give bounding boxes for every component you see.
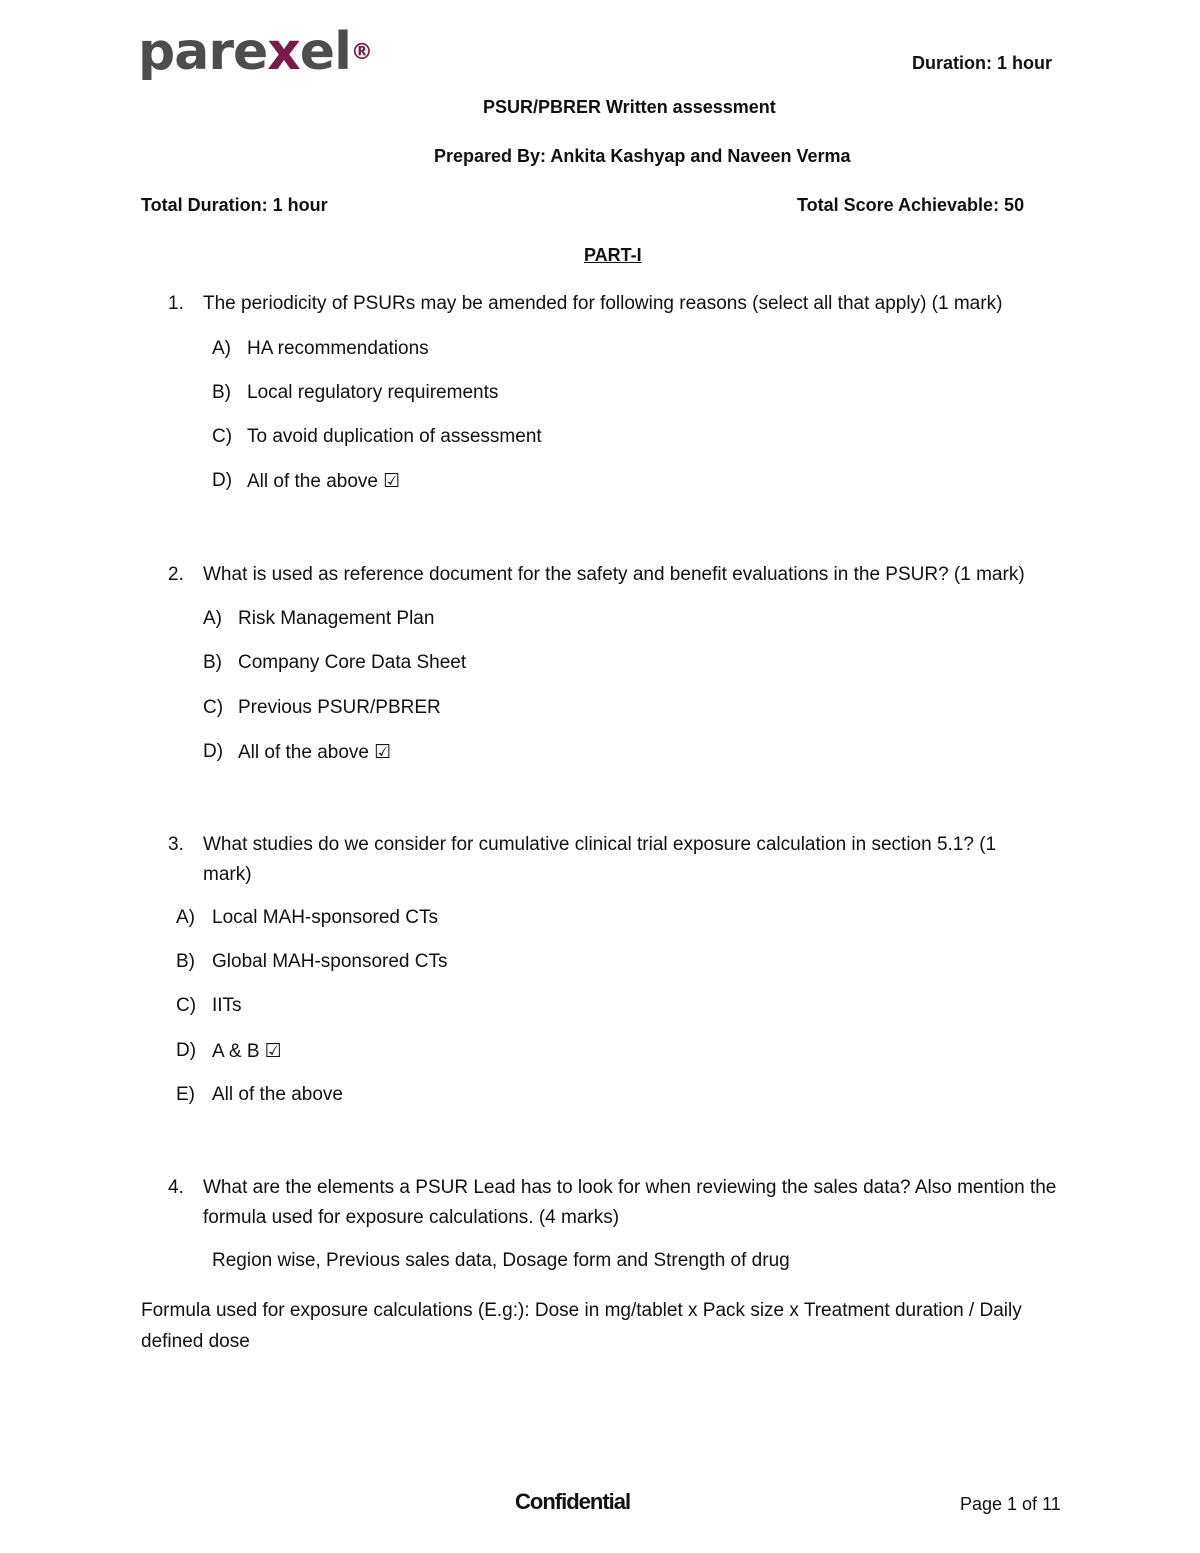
q3-option-label: B) [176,951,195,972]
question-1-text: The periodicity of PSURs may be amended for following reasons (select all that apply) (1 mark) [203,293,1003,314]
q3-option-text: Local MAH-sponsored CTs [212,907,438,928]
q3-option-text: A & B ☑ [212,1041,282,1062]
q2-option-text: Risk Management Plan [238,608,435,629]
q1-option-label: D) [212,470,233,491]
document-title: PSUR/PBRER Written assessment [483,97,776,117]
q3-option-label: E) [176,1084,195,1105]
q1-option-text: To avoid duplication of assessment [247,426,542,447]
q3-option-text: All of the above [212,1084,343,1105]
question-4-number: 4. [168,1177,184,1198]
q1-option-text: HA recommendations [247,338,429,359]
q2-option-label: A) [203,608,222,629]
question-2-text: What is used as reference document for the safety and benefit evaluations in the PSUR? (1 mark) [203,564,1025,585]
q2-option-label: B) [203,652,222,673]
q3-option-text: Global MAH-sponsored CTs [212,951,448,972]
header-duration: Duration: 1 hour [912,53,1052,73]
q1-option-label: C) [212,426,233,447]
q2-option-text: Company Core Data Sheet [238,652,467,673]
question-3-number: 3. [168,834,184,855]
q1-option-text: Local regulatory requirements [247,382,499,403]
q1-option-text: All of the above ☑ [247,471,401,492]
question-3-text: What studies do we consider for cumulative clinical trial exposure calculation in section 5.1? (1 [203,834,997,855]
question-2-number: 2. [168,564,184,585]
question-1-number: 1. [168,293,184,314]
q2-option-label: C) [203,697,224,718]
q1-option-label: B) [212,382,231,403]
q2-option-text: Previous PSUR/PBRER [238,697,441,718]
confidential-label: Confidential [515,1489,631,1514]
parexel-logo: parexel® [138,22,372,82]
question-3-text-continued: mark) [203,864,252,885]
total-duration: Total Duration: 1 hour [141,195,328,215]
q1-option-label: A) [212,338,231,359]
q2-option-label: D) [203,741,224,762]
q3-option-label: C) [176,995,197,1016]
question-4-text: What are the elements a PSUR Lead has to look for when reviewing the sales data? Also mention the [203,1177,1057,1198]
formula-text-continued: defined dose [141,1331,250,1352]
q3-option-label: D) [176,1040,197,1061]
page-number: Page 1 of 11 [960,1494,1061,1514]
prepared-by: Prepared By: Ankita Kashyap and Naveen Verma [434,146,851,166]
total-score: Total Score Achievable: 50 [797,195,1025,215]
q3-option-text: IITs [212,995,242,1016]
formula-text: Formula used for exposure calculations (E.g:): Dose in mg/tablet x Pack size x Treatment duration / Daily [141,1300,1022,1321]
q3-option-label: A) [176,907,195,928]
question-4-text-continued: formula used for exposure calculations. (4 marks) [203,1207,620,1228]
part-heading: PART-I [584,245,642,265]
q2-option-text: All of the above ☑ [238,742,392,763]
question-4-answer: Region wise, Previous sales data, Dosage form and Strength of drug [212,1250,790,1271]
